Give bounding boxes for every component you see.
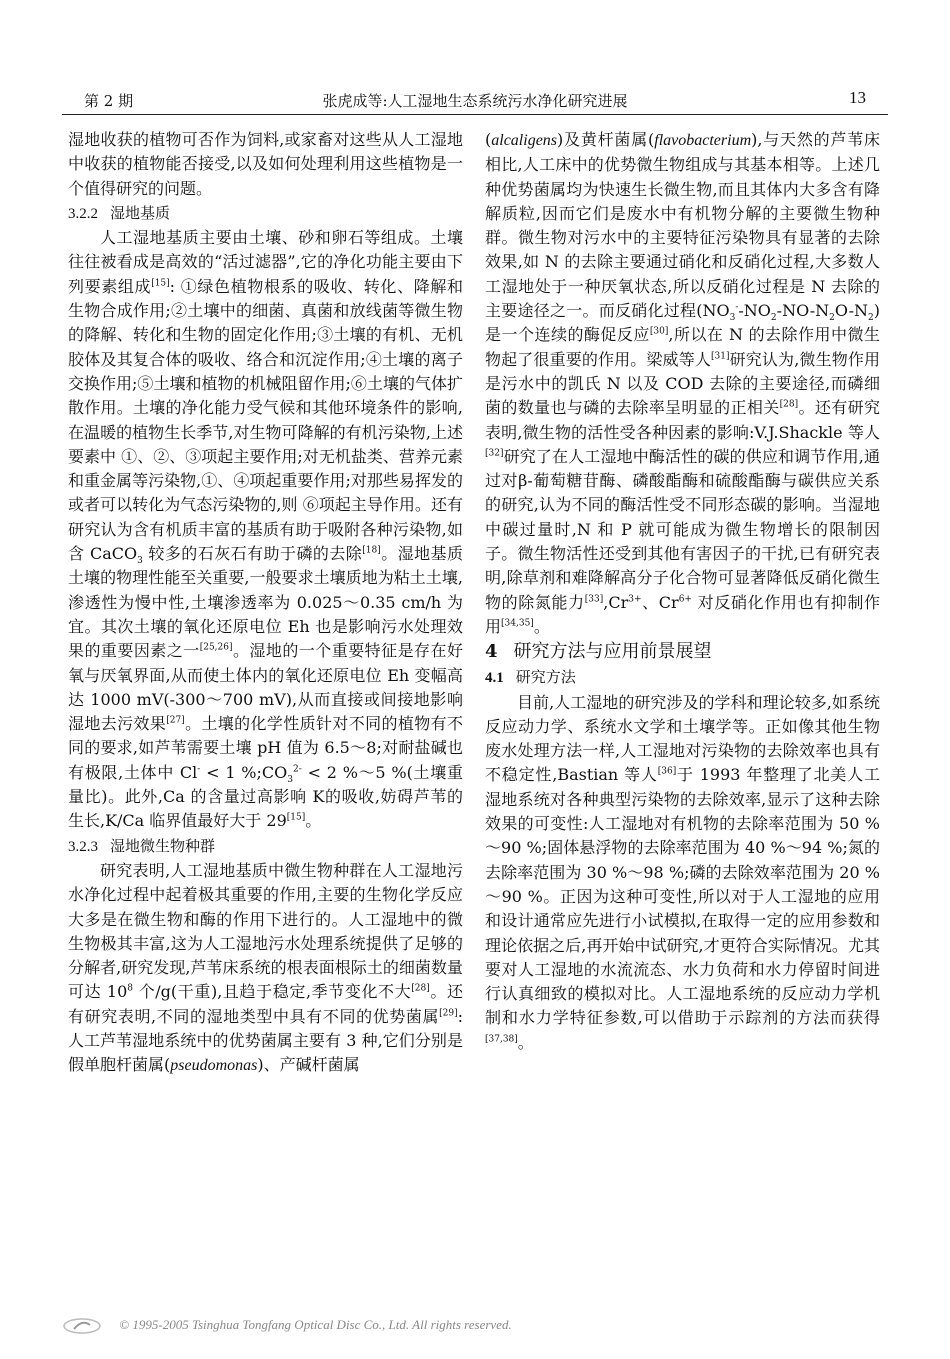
subsection-number: 3.2.3: [68, 838, 98, 855]
citation: [28]: [779, 399, 799, 410]
text-run: )及黄杆菌属(: [557, 130, 655, 149]
subsection-heading-3-2-3: [68, 834, 463, 859]
text-run: < 1 %;CO: [200, 762, 288, 782]
paragraph-microbial-population: [68, 859, 463, 1079]
citation: [18]: [362, 545, 381, 556]
text-run: 。还有研究表明,不同的湿地类型中具有不同的优势菌属: [68, 982, 463, 1026]
paragraph-microbial-continued: [485, 128, 880, 639]
citation: [33]: [584, 594, 604, 605]
text-run: 。湿地的一个重要特征是存在好氧与厌氧界面,从而使土体内的氧化还原电位 Eh 变幅高达 1000 mV(-300～700 mV),从而直接或间接地影响湿地去污效果: [68, 641, 463, 734]
citation: [15]: [151, 278, 170, 289]
page-number: 13: [849, 88, 866, 107]
latin-name: pseudomonas: [170, 1057, 258, 1075]
section-heading-4: [485, 639, 880, 665]
text-run: )、产碱杆菌属: [257, 1055, 360, 1075]
subscript: 2: [868, 313, 874, 324]
section-title: 研究方法与应用前景展望: [513, 641, 712, 663]
text-run: 。还有研究表明,微生物的活性受各种因素的影响:V.J.Shackle 等人: [485, 398, 880, 442]
paragraph-research-methods: [485, 691, 880, 1055]
subsection-heading-4-1: [485, 665, 880, 690]
page-footer: [62, 1317, 512, 1335]
citation: [36]: [657, 767, 677, 778]
paragraph-plants-usage: 湿地收获的植物可否作为饲料,或家畜对这些从人工湿地中收获的植物能否接受,以及如何处理利用这些植物是一个值得研究的问题。: [68, 130, 463, 198]
section-number: 4: [485, 641, 498, 663]
text-run: 。湿地基质土壤的物理性能至关重要,一般要求土壤质地为粘土土壤,渗透性为慢中性,土壤渗透率为 0.025～0.35 cm/h 为宜。其次土壤的氧化还原电位 Eh 也是影响污水处理效果的重要因素之一: [68, 544, 463, 661]
subsection-number: 4.1: [485, 670, 504, 687]
subscript: 3: [287, 774, 293, 785]
text-run: 对反硝化作用也有抑制作用: [485, 592, 880, 636]
latin-name: flavobacterium: [654, 132, 752, 149]
running-title: 张虎成等:人工湿地生态系统污水净化研究进展: [322, 92, 628, 110]
text-run: -NO: [738, 301, 771, 321]
citation: [15]: [286, 812, 306, 823]
subscript: 2: [829, 313, 835, 324]
latin-name: alcaligens: [491, 132, 558, 149]
issue-label: 第 2 期: [84, 92, 134, 110]
citation: [30]: [649, 327, 669, 338]
text-run: -NO-N: [776, 301, 830, 321]
subscript: 2: [770, 313, 777, 324]
citation: [32]: [485, 448, 504, 459]
superscript: 3+: [628, 594, 642, 605]
text-run: < 2 %～5 %(土壤重量比)。此外,Ca 的含量过高影响 K的吸收,妨碍芦苇的生长,K/Ca 临界值最好大于 29: [68, 762, 463, 831]
subsection-title: 湿地基质: [110, 203, 171, 222]
text-run: 目前,人工湿地的研究涉及的学科和理论较多,如系统反应动力学、系统水文学和土壤学等。正如像其他生物废水处理方法一样,人工湿地对污染物的去除效率也具有不稳定性,Bastian 等人: [485, 692, 880, 785]
text-run: 。: [305, 811, 322, 831]
subscript: 3: [729, 313, 736, 324]
text-run: )是一个连续的酶促反应: [485, 301, 880, 345]
text-run: 。: [517, 1032, 534, 1052]
text-run: 研究了在人工湿地中酶活性的碳的供应和调节作用,通过对β-葡萄糖苷酶、磷酸酯酶和硫酸酯酶与碳供应关系的研究,认为不同的酶活性受不同形态碳的影响。当湿地中碳过量时,N 和 P 就可能成为微生物增长的限制因子。微生物活性还受到其他有害因子的干扰,已有研究表明,除草剂和难降解高分子化合物可显著降低反硝化微生物的除氮能力: [485, 446, 880, 612]
citation: [34,35]: [501, 618, 534, 629]
text-run: ,所以在 N 的去除作用中微生物起了很重要的作用。梁威等人: [485, 325, 880, 369]
paragraph-wetland-substrate: [68, 226, 463, 833]
text-run: ),与天然的芦苇床相比,人工床中的优势微生物组成与其基本相等。上述几种优势菌属均为快速生长微生物,而且其体内大多含有降解质粒,因而它们是废水中有机物分解的主要微生物种群。微生物对污水中的主要特征污染物具有显著的去除效果,如 N 的去除主要通过硝化和反硝化过程,大多数人工湿地处于一种厌氧状态,所以反硝化过程是 N 去除的主要途径之一。而反硝化过程(NO: [485, 130, 880, 321]
subsection-title: 湿地微生物种群: [110, 836, 216, 855]
subscript: 3: [137, 556, 143, 567]
text-run: 研究认为,微生物作用是污水中的凯氏 N 以及 COD 去除的主要途径,而磷细菌的数量也与磷的去除率呈明显的正相关: [485, 349, 880, 418]
citation: [31]: [711, 351, 730, 362]
citation: [27]: [166, 715, 185, 726]
text-run: :人工芦苇湿地系统中的优势菌属主要有 3 种,它们分别是假单胞杆菌属(: [68, 1006, 463, 1075]
text-run: O-N: [834, 301, 869, 321]
citation: [29]: [439, 1008, 458, 1019]
subsection-heading-3-2-2: [68, 201, 463, 226]
text-run: (: [485, 130, 492, 149]
text-run: 较多的石灰石有助于磷的去除: [142, 544, 363, 564]
text-run: 研究表明,人工湿地基质中微生物种群在人工湿地污水净化过程中起着极其重要的作用,主要的生物化学反应大多是在微生物和酶的作用下进行的。人工湿地中的微生物极其丰富,这为人工湿地污水处理系统提供了足够的分解者,研究发现,芦苇床系统的根表面根际土的细菌数量可达 10: [68, 860, 463, 1002]
left-column: [68, 128, 463, 1079]
superscript: 2-: [293, 764, 302, 775]
text-run: 、Cr: [641, 592, 679, 612]
superscript: -: [197, 764, 201, 775]
superscript: -: [735, 302, 739, 313]
subsection-title: 研究方法: [515, 668, 576, 687]
copyright-notice: © 1995-2005 Tsinghua Tongfang Optical Disc Co., Ltd. All rights reserved.: [119, 1317, 512, 1332]
right-column: [485, 128, 880, 1055]
citation: [37,38]: [485, 1034, 518, 1045]
page-header: [62, 86, 888, 115]
text-run: 。土壤的化学性质针对不同的植物有不同的要求,如芦苇需要土壤 pH 值为 6.5～8;对耐盐碱也有极限,土体中 Cl: [68, 714, 463, 782]
text-run: 个/g(干重),且趋于稳定,季节变化不大: [133, 982, 412, 1002]
citation: [25,26]: [199, 642, 233, 653]
text-run: : ①绿色植物根系的吸收、转化、降解和生物合成作用;②土壤中的细菌、真菌和放线菌等微生物的降解、转化和生物的固定化作用;③土壤的有机、无机胶体及其复合体的吸收、络合和沉淀作用;④土壤的离子交换作用;⑤土壤和植物的机械阻留作用;⑥土壤的气体扩散作用。土壤的净化能力受气候和其他环境条件的影响,在温暖的植物生长季节,对生物可降解的有机污染物,上述要素中 ①、②、③项起主要作用;对无机盐类、营养元素和重金属等污染物,①、④项起重要作用;对那些易挥发的或者可以转化为气态污染物的,则 ⑥项起主导作用。还有研究认为含有机质丰富的基质有助于吸附各种污染物,如含 CaCO: [68, 276, 463, 564]
text-run: ,Cr: [603, 592, 629, 612]
text-run: 于 1993 年整理了北美人工湿地系统对各种典型污染物的去除效率,显示了这种去除效果的可变性:人工湿地对有机物的去除率范围为 50 %～90 %;固体悬浮物的去除率范围为 40 %～94 %;氮的去除率范围为 30 %～98 %;磷的去除效率范围为 20 %～90 %。正因为这种可变性,所以对于人工湿地的应用和设计通常应先进行小试模拟,在取得一定的应用参数和理论依据之后,再开始中试研究,才更符合实际情况。尤其要对人工湿地的水流流态、水力负荷和水力停留时间进行认真细致的模拟对比。人工湿地系统的反应动力学机制和水力学特征参数,可以借助于示踪剂的方法而获得: [485, 765, 880, 1028]
subsection-number: 3.2.2: [68, 205, 98, 222]
publisher-logo-icon: [62, 1317, 102, 1335]
text-run: 。: [533, 616, 550, 636]
superscript: 8: [127, 984, 133, 995]
text-run: 人工湿地基质主要由土壤、砂和卵石等组成。土壤往往被看成是高效的“活过滤器”,它的净化功能主要由下列要素组成: [68, 228, 463, 296]
superscript: 6+: [678, 594, 692, 605]
citation: [28]: [411, 984, 430, 995]
